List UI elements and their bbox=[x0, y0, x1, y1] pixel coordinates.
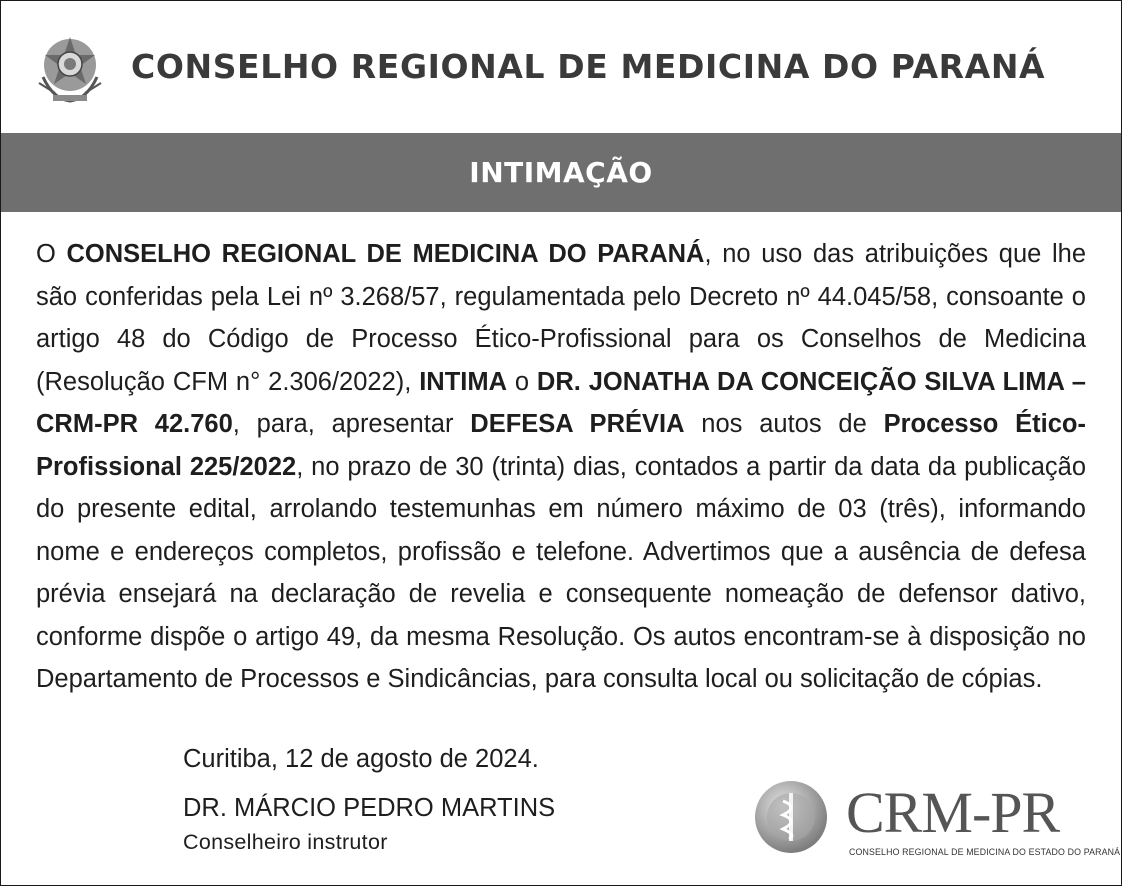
body-bold-segment: Processo Ético-Profissional 225/2022 bbox=[36, 410, 1087, 481]
header-title: CONSELHO REGIONAL DE MEDICINA DO PARANÁ bbox=[131, 47, 1046, 86]
body-segment: O bbox=[36, 240, 67, 268]
notice-body bbox=[36, 233, 1086, 701]
body-bold-segment: DEFESA PRÉVIA bbox=[470, 410, 685, 438]
body-segment: , no uso das atribuições que lhe são conferidas pela Lei nº 3.268/57, regulamentada pelo Decreto nº 44.045/58, consoante o artigo 48 do Código de Processo Ético-Profissional para os Conselhos de Medicina (Resolução CFM n° 2.306/2022), bbox=[36, 240, 1086, 396]
body-segment: , para, apresentar bbox=[232, 410, 471, 438]
crm-pr-subtitle: CONSELHO REGIONAL DE MEDICINA DO ESTADO DO PARANÁ bbox=[849, 847, 1121, 857]
body-segment: nos autos de bbox=[684, 410, 884, 438]
caduceus-icon bbox=[753, 779, 829, 855]
body-bold-segment: INTIMA bbox=[419, 367, 508, 396]
body-segment: o bbox=[507, 367, 537, 396]
coat-of-arms-icon bbox=[33, 33, 107, 107]
crm-pr-wordmark: CRM-PR bbox=[846, 780, 1060, 845]
signature-date: Curitiba, 12 de agosto de 2024. bbox=[183, 745, 539, 773]
header bbox=[1, 1, 1121, 133]
signature-name: DR. MÁRCIO PEDRO MARTINS bbox=[183, 794, 556, 822]
body-bold-segment: CONSELHO REGIONAL DE MEDICINA DO PARANÁ bbox=[66, 240, 705, 268]
notice-title: INTIMAÇÃO bbox=[469, 156, 653, 189]
signature-role: Conselheiro instrutor bbox=[183, 830, 388, 854]
body-bold-segment: DR. JONATHA DA CONCEIÇÃO SILVA LIMA – CRM-PR 42.760 bbox=[36, 367, 1086, 438]
body-segment: , no prazo de 30 (trinta) dias, contados a partir da data da publicação do presente edital, arrolando testemunhas em número máximo de 03 (três), informando nome e endereços completos, profissão e telefone. Advertimos que a ausência de defesa prévia ensejará na declaração de revelia e consequente nomeação de defensor dativo, conforme dispõe o artigo 49, da mesma Resolução. Os autos encontram-se à disposição no Departamento de Processos e Sindicâncias, para consulta local ou solicitação de cópias. bbox=[36, 452, 1086, 693]
notice-title-band bbox=[1, 133, 1121, 212]
